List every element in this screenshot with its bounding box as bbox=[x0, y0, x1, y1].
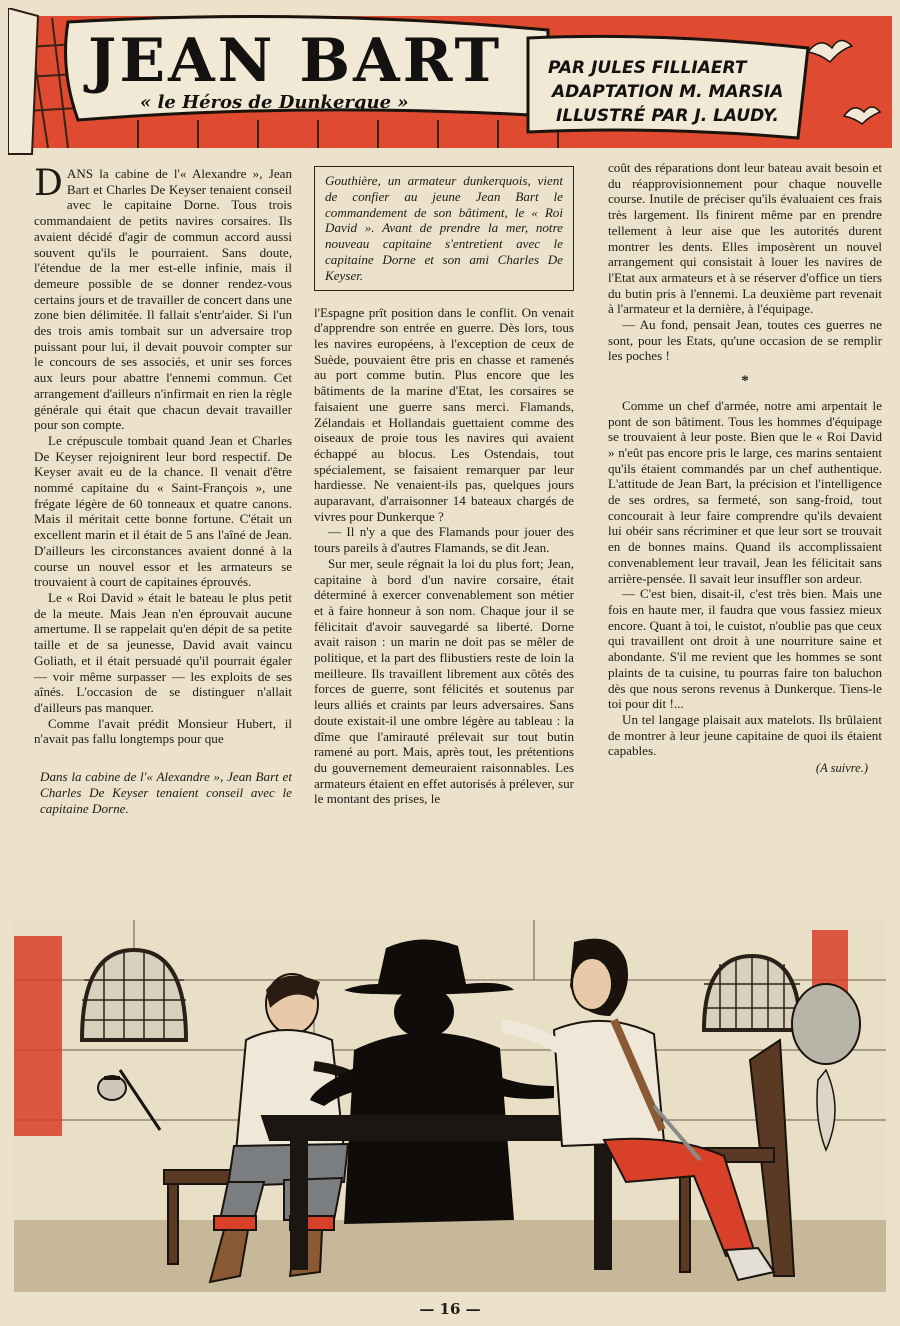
text-column-2 bbox=[314, 166, 574, 807]
text-column-3 bbox=[608, 160, 882, 777]
section-separator: * bbox=[741, 373, 749, 390]
paragraph: — C'est bien, disait-il, c'est très bien. Mais une fois en haute mer, il faudra que vous fassiez mieux encore. Quant à toi, le cuistot, n'oublie pas que ceux qui travaillent ont droit à une nourriture saine et abondante. S'il me revient que les hommes se sont plaints de ta cuisine, tu pourras faire ton baluchon dès que nous serons revenus à Dunkerque. Tiens-le toi pour dit !... bbox=[608, 586, 882, 712]
illustration-caption: Dans la cabine de l'« Alexandre », Jean Bart et Charles De Keyser tenaient conseil avec le capitaine Dorne. bbox=[40, 769, 292, 816]
red-curtain-left bbox=[14, 936, 62, 1136]
paragraph: Le crépuscule tombait quand Jean et Charles De Keyser rejoignirent leur bord respectif. De Keyser avait eu de la chance. Il venait d'être nommé capitaine du « Saint-François », une frégate légère de 60 tonneaux et quatre canons. Mais il méritait cette bonne fortune. C'était un excellent marin et il était de 5 ans l'aîné de Jean. D'ailleurs les circonstances avaient donné à la course un nouvel essor et les armateurs se trouvaient à court de capitaines éprouvés. bbox=[34, 432, 292, 590]
intro-box: Gouthière, un armateur dunkerquois, vient de confier au jeune Jean Bart le commandement de son bâtiment, le « Roi David ». Avant de prendre la mer, notre nouveau capitaine s'entretient avec le capitaine Dorne et son ami Charles De Keyser. bbox=[314, 166, 574, 291]
paragraph: Le « Roi David » était le bateau le plus petit de la meute. Mais Jean n'en éprouvait aucune amertume. Il se rappelait qu'en dépit de sa petite taille et de sa jeunesse, David avait vaincu Goliath, et il était persuadé qu'il pourrait égaler — voir même surpasser — les exploits de ses aînés. L'occasion de se distinguer n'allait d'ailleurs pas manquer. bbox=[34, 589, 292, 715]
drop-cap: D bbox=[34, 163, 63, 204]
page-number: — 16 — bbox=[419, 1300, 481, 1318]
illustration-art bbox=[14, 920, 886, 1292]
cabin-illustration bbox=[14, 920, 886, 1292]
story-credits bbox=[548, 56, 828, 128]
paragraph: Comme un chef d'armée, notre ami arpentait le pont de son bâtiment. Tous les hommes d'équipage se trouvaient à leur poste. Bien que le « Roi David » n'eût pas encore pris le large, ces marins sentaient qu'ils étaient commandés par un chef authentique. L'attitude de Jean Bart, la précision et l'intelligence de ses ordres, sa fermeté, son sang-froid, tout concourait à leur faire comprendre qu'ils devaient lui obéir sans récriminer et que leur sort se trouvait en de bonnes mains. Quand ils accomplissaient convenablement leur travail, Jean les félicitait sans arrière-pensée. Il savait leur insuffler son ardeur. bbox=[608, 397, 882, 586]
credit-illustrator: ILLUSTRÉ PAR J. LAUDY. bbox=[556, 106, 779, 126]
credit-author: PAR JULES FILLIAERT bbox=[548, 58, 747, 78]
paragraph: coût des réparations dont leur bateau avait besoin et du réapprovisionnement pour chaque nouvelle course. Inutile de préciser qu'ils évaluaient ces frais très largement. Ils finirent même par en prendre tellement à leur aise que les autorités durent montrer les dents. Elles imposèrent un nouvel arrangement qui consistait à louer les navires de l'Etat aux armateurs et à se réserver d'office un tiers du butin pris à l'ennemi. La deuxième part revenait à l'armateur et la dernière, à l'équipage. bbox=[608, 160, 882, 317]
paragraph-text: ANS la cabine de l'« Alexandre », Jean Bart et Charles De Keyser tenaient conseil avec le capitaine Dorne. Tous trois commandaient de petits navires corsaires. Ils avaient décidé d'agir de commun accord aussi souvent qu'ils le pourraient. Sans doute, l'étendue de la mer est-elle infinie, mais il demeure possible de se donner rendez-vous certains jours et de travailler de concert dans une zone bien délimitée. Il fallait s'entr'aider. Si l'un des trois amis tombait sur un adversaire trop puissant pour lui, il devait pouvoir compter sur le concours de ses associés, et unir ses forces aux leurs pour abattre l'ennemi commun. Cet arrangement d'ailleurs n'infirmait en rien la règle générale qui était que chacun devait travailler pour son compte. bbox=[34, 166, 292, 433]
paragraph: Comme l'avait prédit Monsieur Hubert, il n'avait pas fallu longtemps pour que bbox=[34, 715, 292, 747]
story-subtitle: « le Héros de Dunkerque » bbox=[140, 92, 409, 113]
title-banner bbox=[8, 8, 892, 156]
paragraph: l'Espagne prît position dans le conflit. On venait d'apprendre son entrée en guerre. Dès lors, tous les navires européens, à l'exception de ceux de Suède, pouvaient être pris en chasse et ramenés au port comme butin. Plus encore que les bâtiments de la marine d'Etat, les corsaires se faisaient une guerre sans merci. Flamands, Zélandais et Hollandais guettaient comme des oiseaux de proie tous les navires qui avaient échappé au blocus. Les Ostendais, tout spécialement, se faisaient remarquer par leur hardiesse. Ne venaient-ils pas, quelques jours auparavant, d'arraisonner 14 bateaux chargés de vivres pour Dunkerque ? bbox=[314, 304, 574, 524]
left-pennant bbox=[8, 8, 38, 154]
paragraph: Un tel langage plaisait aux matelots. Ils brûlaient de montrer à leur jeune capitaine de quoi ils étaient capables. bbox=[608, 711, 882, 759]
to-be-continued: (A suivre.) bbox=[815, 761, 868, 776]
text-column-1 bbox=[34, 163, 292, 816]
teapot bbox=[98, 1076, 126, 1100]
credit-adaptation: ADAPTATION M. MARSIA bbox=[552, 82, 784, 102]
paragraph bbox=[34, 163, 292, 433]
paragraph: Sur mer, seule régnait la loi du plus fort; Jean, capitaine à bord d'un navire corsaire, était déterminé à exercer convenablement son métier et à faire honneur à son nom. Chaque jour il se félicitait d'avoir sauvegardé sa liberté. Dorne avait raison : un marin ne doit pas se mêler de politique, et la part des flibustiers reste de loin la meilleure. Ils travaillent librement aux côtés des forces de guerre, sont félicités et soutenus par leurs alliés et craints par leurs adversaires. Sans doute existait-il une ombre légère au tableau : la dîme que l'amirauté prélevait sur tout butin ramené au port. Mais, après tout, les prétentions du gouvernement demeuraient raisonnables. Les armateurs étaient en effet autorisés à prélever, sur le montant des prises, le bbox=[314, 555, 574, 807]
paragraph: — Au fond, pensait Jean, toutes ces guerres ne sont, pour les Etats, qu'une occasion de se remplir les poches ! bbox=[608, 317, 882, 364]
paragraph: — Il n'y a que des Flamands pour jouer des tours pareils à d'autres Flamands, se dit Jean. bbox=[314, 524, 574, 556]
story-title: JEAN BART bbox=[88, 26, 503, 96]
